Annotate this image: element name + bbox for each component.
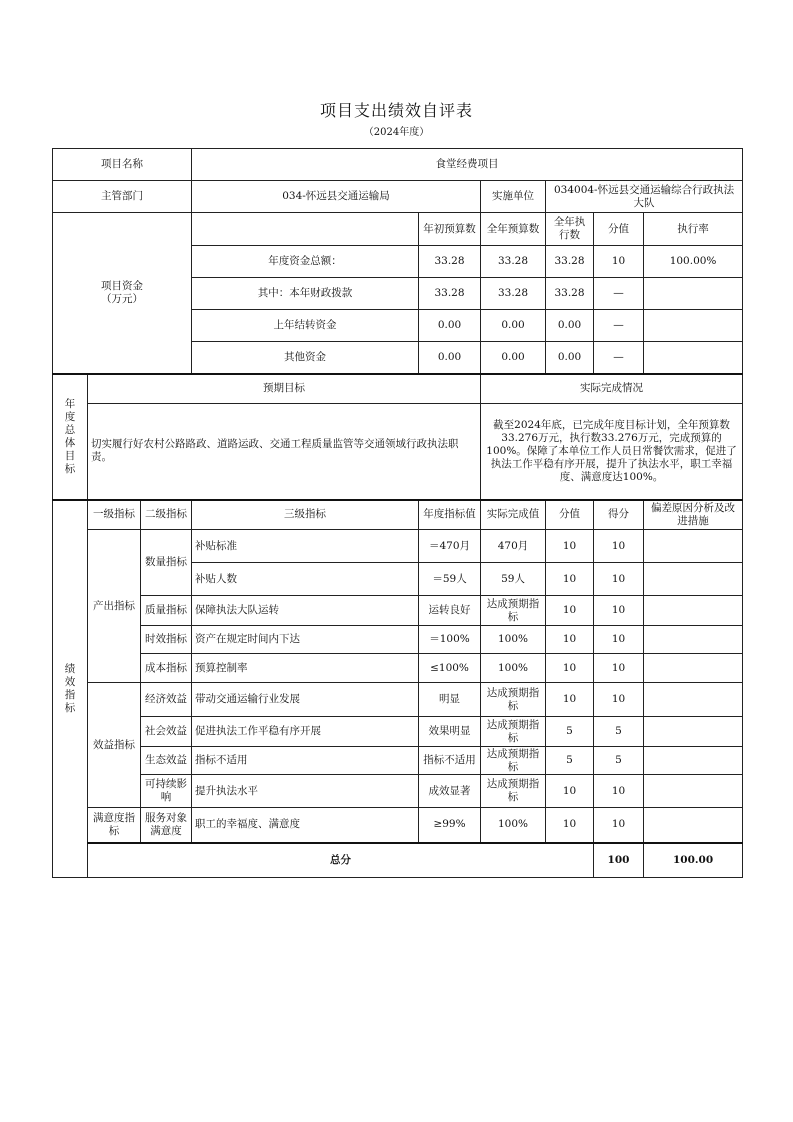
indicator-target: 明显 bbox=[419, 683, 481, 717]
output-label: 产出指标 bbox=[88, 530, 141, 683]
indicator-target: ≤100% bbox=[419, 654, 481, 683]
indicator-score: 10 bbox=[594, 683, 644, 717]
goals-actual-text: 截至2024年底，已完成年度目标计划，全年预算数33.276万元，执行数33.276万元，完成预算的100%。保障了本单位工作人员日常餐饮需求，促进了执法工作平稳有序开展，提升了执法水平，职工幸福度、满意度达100%。 bbox=[481, 404, 743, 500]
header-actual: 实际完成值 bbox=[481, 500, 546, 530]
funds-row-name: 年度资金总额： bbox=[192, 246, 419, 278]
funds-header-blank bbox=[192, 213, 419, 246]
funds-row-rate: 100.00% bbox=[644, 246, 743, 278]
goals-actual-header: 实际完成情况 bbox=[481, 374, 743, 404]
timeliness-label: 时效指标 bbox=[141, 626, 192, 654]
indicator-analysis bbox=[644, 626, 743, 654]
quality-label: 质量指标 bbox=[141, 596, 192, 626]
indicator-actual: 达成预期指标 bbox=[481, 717, 546, 747]
satisfaction-label: 满意度指标 bbox=[88, 808, 141, 843]
funds-row-score-value: — bbox=[594, 310, 644, 342]
indicator-actual: 达成预期指标 bbox=[481, 683, 546, 717]
indicator-row bbox=[53, 808, 743, 843]
indicator-score-value: 5 bbox=[546, 747, 594, 775]
header-analysis: 偏差原因分析及改进措施 bbox=[644, 500, 743, 530]
indicator-actual: 59人 bbox=[481, 563, 546, 596]
indicator-level2: 服务对象满意度 bbox=[141, 808, 192, 843]
indicator-score: 10 bbox=[594, 775, 644, 808]
funds-header-rate: 执行率 bbox=[644, 213, 743, 246]
indicator-analysis bbox=[644, 775, 743, 808]
funds-header-score-value: 分值 bbox=[594, 213, 644, 246]
indicator-actual: 达成预期指标 bbox=[481, 747, 546, 775]
funds-row-annual: 33.28 bbox=[481, 278, 546, 310]
indicator-target: ＝59人 bbox=[419, 563, 481, 596]
indicator-name: 促进执法工作平稳有序开展 bbox=[192, 717, 419, 747]
indicator-level2: 可持续影响 bbox=[141, 775, 192, 808]
funds-row-executed: 33.28 bbox=[546, 278, 594, 310]
indicator-level2: 经济效益 bbox=[141, 683, 192, 717]
funds-row-score-value: — bbox=[594, 278, 644, 310]
funds-label: 项目资金 （万元） bbox=[53, 213, 192, 374]
unit-label: 实施单位 bbox=[481, 181, 546, 213]
indicator-name: 职工的幸福度、满意度 bbox=[192, 808, 419, 843]
funds-header-initial: 年初预算数 bbox=[419, 213, 481, 246]
header-score-value: 分值 bbox=[546, 500, 594, 530]
indicator-name: 资产在规定时间内下达 bbox=[192, 626, 419, 654]
quantity-label: 数量指标 bbox=[141, 530, 192, 596]
indicator-score-value: 10 bbox=[546, 563, 594, 596]
indicator-level2: 社会效益 bbox=[141, 717, 192, 747]
indicator-analysis bbox=[644, 808, 743, 843]
indicator-score-value: 10 bbox=[546, 596, 594, 626]
funds-header-annual: 全年预算数 bbox=[481, 213, 546, 246]
funds-row-name: 其中：本年财政拨款 bbox=[192, 278, 419, 310]
funds-row-name: 其他资金 bbox=[192, 342, 419, 374]
indicator-row bbox=[53, 654, 743, 683]
indicator-name: 带动交通运输行业发展 bbox=[192, 683, 419, 717]
dept-label: 主管部门 bbox=[53, 181, 192, 213]
indicator-name: 补贴标准 bbox=[192, 530, 419, 563]
indicator-score-value: 10 bbox=[546, 530, 594, 563]
indicator-row bbox=[53, 717, 743, 747]
goals-label: 年 度 总 体 目 标 bbox=[53, 374, 88, 500]
indicator-row bbox=[53, 596, 743, 626]
indicator-analysis bbox=[644, 683, 743, 717]
funds-row-rate bbox=[644, 310, 743, 342]
header-target: 年度指标值 bbox=[419, 500, 481, 530]
total-score: 100.00 bbox=[644, 843, 743, 878]
funds-row-executed: 0.00 bbox=[546, 310, 594, 342]
goals-expected-text: 切实履行好农村公路路政、道路运政、交通工程质量监管等交通领域行政执法职责。 bbox=[88, 404, 481, 500]
indicator-score-value: 5 bbox=[546, 717, 594, 747]
indicator-analysis bbox=[644, 717, 743, 747]
indicator-name: 补贴人数 bbox=[192, 563, 419, 596]
project-name-label: 项目名称 bbox=[53, 149, 192, 181]
project-name-value: 食堂经费项目 bbox=[192, 149, 743, 181]
indicator-analysis bbox=[644, 530, 743, 563]
benefit-label: 效益指标 bbox=[88, 683, 141, 808]
indicator-score-value: 10 bbox=[546, 775, 594, 808]
funds-row-initial: 0.00 bbox=[419, 342, 481, 374]
indicator-score: 10 bbox=[594, 563, 644, 596]
indicator-analysis bbox=[644, 654, 743, 683]
cost-label: 成本指标 bbox=[141, 654, 192, 683]
indicator-actual: 470月 bbox=[481, 530, 546, 563]
goals-expected-header: 预期目标 bbox=[88, 374, 481, 404]
indicator-target: ≥99% bbox=[419, 808, 481, 843]
funds-row-annual: 0.00 bbox=[481, 342, 546, 374]
indicator-score-value: 10 bbox=[546, 683, 594, 717]
indicator-target: 效果明显 bbox=[419, 717, 481, 747]
indicator-target: 成效显著 bbox=[419, 775, 481, 808]
indicator-row bbox=[53, 775, 743, 808]
indicator-name: 保障执法大队运转 bbox=[192, 596, 419, 626]
indicator-score: 10 bbox=[594, 808, 644, 843]
indicator-score: 5 bbox=[594, 747, 644, 775]
header-level3: 三级指标 bbox=[192, 500, 419, 530]
header-level2: 二级指标 bbox=[141, 500, 192, 530]
indicator-target: ＝470月 bbox=[419, 530, 481, 563]
indicator-actual: 达成预期指标 bbox=[481, 775, 546, 808]
indicator-score-value: 10 bbox=[546, 654, 594, 683]
indicators-label: 绩 效 指 标 bbox=[53, 500, 88, 878]
funds-row-rate bbox=[644, 278, 743, 310]
evaluation-table bbox=[52, 148, 743, 878]
funds-row-initial: 33.28 bbox=[419, 246, 481, 278]
total-score-value: 100 bbox=[594, 843, 644, 878]
indicator-row bbox=[53, 683, 743, 717]
indicator-row bbox=[53, 747, 743, 775]
total-label: 总分 bbox=[88, 843, 594, 878]
page-title: 项目支出绩效自评表 bbox=[319, 101, 473, 120]
header-score: 得分 bbox=[594, 500, 644, 530]
indicator-score: 10 bbox=[594, 626, 644, 654]
indicator-name: 提升执法水平 bbox=[192, 775, 419, 808]
funds-row-executed: 33.28 bbox=[546, 246, 594, 278]
funds-header-executed: 全年执行数 bbox=[546, 213, 594, 246]
page-subtitle: （2024年度） bbox=[363, 127, 430, 138]
indicator-actual: 100% bbox=[481, 626, 546, 654]
indicator-analysis bbox=[644, 596, 743, 626]
indicator-row bbox=[53, 626, 743, 654]
indicator-score: 10 bbox=[594, 596, 644, 626]
funds-row-name: 上年结转资金 bbox=[192, 310, 419, 342]
indicator-row bbox=[53, 530, 743, 563]
funds-row-executed: 0.00 bbox=[546, 342, 594, 374]
funds-row-rate bbox=[644, 342, 743, 374]
indicator-target: 运转良好 bbox=[419, 596, 481, 626]
indicator-score-value: 10 bbox=[546, 808, 594, 843]
header-level1: 一级指标 bbox=[88, 500, 141, 530]
indicator-score: 10 bbox=[594, 654, 644, 683]
indicator-actual: 达成预期指标 bbox=[481, 596, 546, 626]
indicator-target: 指标不适用 bbox=[419, 747, 481, 775]
indicator-level2: 生态效益 bbox=[141, 747, 192, 775]
indicator-name: 预算控制率 bbox=[192, 654, 419, 683]
indicator-score: 10 bbox=[594, 530, 644, 563]
funds-row-score-value: 10 bbox=[594, 246, 644, 278]
indicator-score-value: 10 bbox=[546, 626, 594, 654]
funds-row-annual: 33.28 bbox=[481, 246, 546, 278]
indicator-actual: 100% bbox=[481, 654, 546, 683]
funds-row-score-value: — bbox=[594, 342, 644, 374]
indicator-analysis bbox=[644, 747, 743, 775]
funds-row-annual: 0.00 bbox=[481, 310, 546, 342]
dept-value: 034-怀远县交通运输局 bbox=[192, 181, 481, 213]
indicator-score: 5 bbox=[594, 717, 644, 747]
funds-row-initial: 0.00 bbox=[419, 310, 481, 342]
indicator-name: 指标不适用 bbox=[192, 747, 419, 775]
indicator-analysis bbox=[644, 563, 743, 596]
indicator-actual: 100% bbox=[481, 808, 546, 843]
funds-row-initial: 33.28 bbox=[419, 278, 481, 310]
indicator-target: ＝100% bbox=[419, 626, 481, 654]
unit-value: 034004-怀远县交通运输综合行政执法大队 bbox=[546, 181, 743, 213]
